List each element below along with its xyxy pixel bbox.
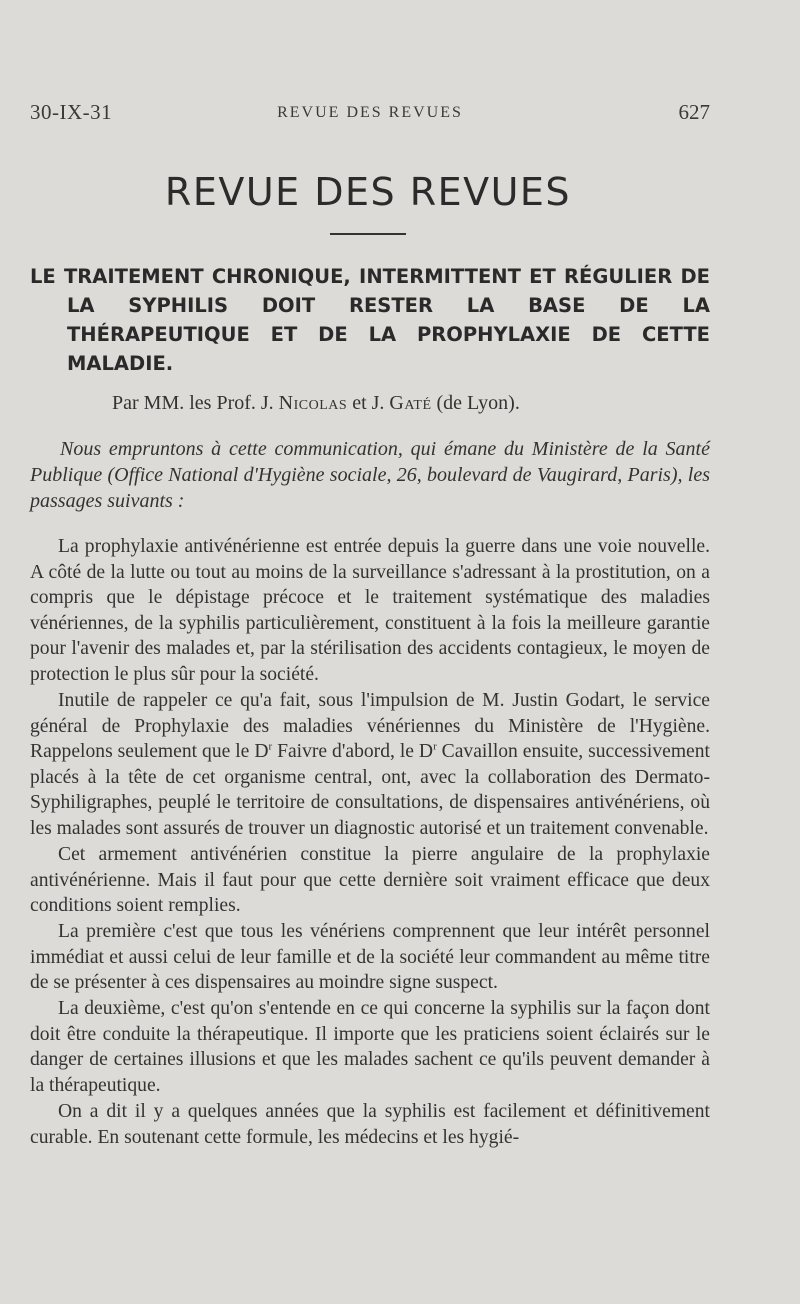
paragraph: Cet armement antivénérien constitue la pierre angulaire de la prophylaxie antivénérienne. Mais il faut pour que cette dernière soit vraiment efficace que deux conditions soient remplies. xyxy=(30,843,710,917)
paragraph xyxy=(30,688,710,842)
intro-paragraph: Nous empruntons à cette communication, qui émane du Ministère de la Santé Publique (Office National d'Hygiène sociale, 26, boulevard de Vaugirard, Paris), les passages suivants : xyxy=(30,438,710,512)
superscript: r xyxy=(433,740,437,753)
byline-prefix: Par MM. les Prof. J. xyxy=(112,392,274,414)
paragraph: On a dit il y a quelques années que la syphilis est facilement et définitivement curable. En soutenant cette formule, les médecins et les hygié- xyxy=(30,1101,710,1148)
byline xyxy=(112,392,712,415)
paragraph: La prophylaxie antivénérienne est entrée depuis la guerre dans une voie nouvelle. A côté de la lutte ou tout au moins de la surveillance s'adressant à la prostitution, on a compris que le dépistage précoce et le traitement systématique des maladies vénériennes, de la syphilis particulièrement, constituent à la fois la meilleure garantie pour l'avenir des malades et, par la stérilisation des accidents contagieux, le moyen de protection le plus sûr pour la société. xyxy=(30,536,710,685)
superscript: r xyxy=(268,740,273,753)
byline-suffix: (de Lyon). xyxy=(436,392,520,414)
byline-middle: et J. xyxy=(352,392,385,414)
running-title: REVUE DES REVUES xyxy=(277,104,463,121)
paragraph-text: Faivre d'abord, le D xyxy=(272,741,434,763)
paragraph: La première c'est que tous les vénériens comprennent que leur intérêt personnel immédiat et aussi celui de leur famille et de la société leur commandent au même titre de se présenter à ces dispensaires au moindre signe suspect. xyxy=(30,921,710,994)
author-nicolas: Nicolas xyxy=(278,392,348,414)
paragraph-text: Inutile de rappeler ce qu'a fait, sous l'impulsion de M. Justin Godart, le service général de Prophylaxie des maladies vénériennes du Ministère de l'Hygiène. Rappelons seulement que le D xyxy=(30,689,710,763)
author-gate: Gaté xyxy=(389,392,432,414)
issue-date: 30-IX-31 xyxy=(30,100,113,124)
title-divider xyxy=(330,233,406,235)
page-number: 627 xyxy=(678,100,710,124)
paragraph: La deuxième, c'est qu'on s'entende en ce qui concerne la syphilis sur la façon dont doit être conduite la thérapeutique. Il importe que les praticiens soient éclairés sur le danger de certaines illusions et que les malades sachent ce qu'ils peuvent demander à la thérapeutique. xyxy=(30,998,710,1097)
section-title: REVUE DES REVUES xyxy=(164,170,572,214)
running-header xyxy=(30,100,710,128)
article-body xyxy=(30,534,710,1151)
article-title: LE TRAITEMENT CHRONIQUE, INTERMITTENT ET RÉGULIER DE LA SYPHILIS DOIT RESTER LA BASE DE LA THÉRAPEUTIQUE ET DE LA PROPHYLAXIE DE CETTE MALADIE. xyxy=(30,265,710,375)
paragraph-text: Cavaillon ensuite, successivement placés à la tête de cet organisme central, ont, avec la collaboration des Dermato-Syphiligraphes, peuplé le territoire de consultations, de dispensaires antivénériens, où les malades sont assurés de trouver un diagnostic autorisé et un traitement convenable. xyxy=(30,741,710,839)
